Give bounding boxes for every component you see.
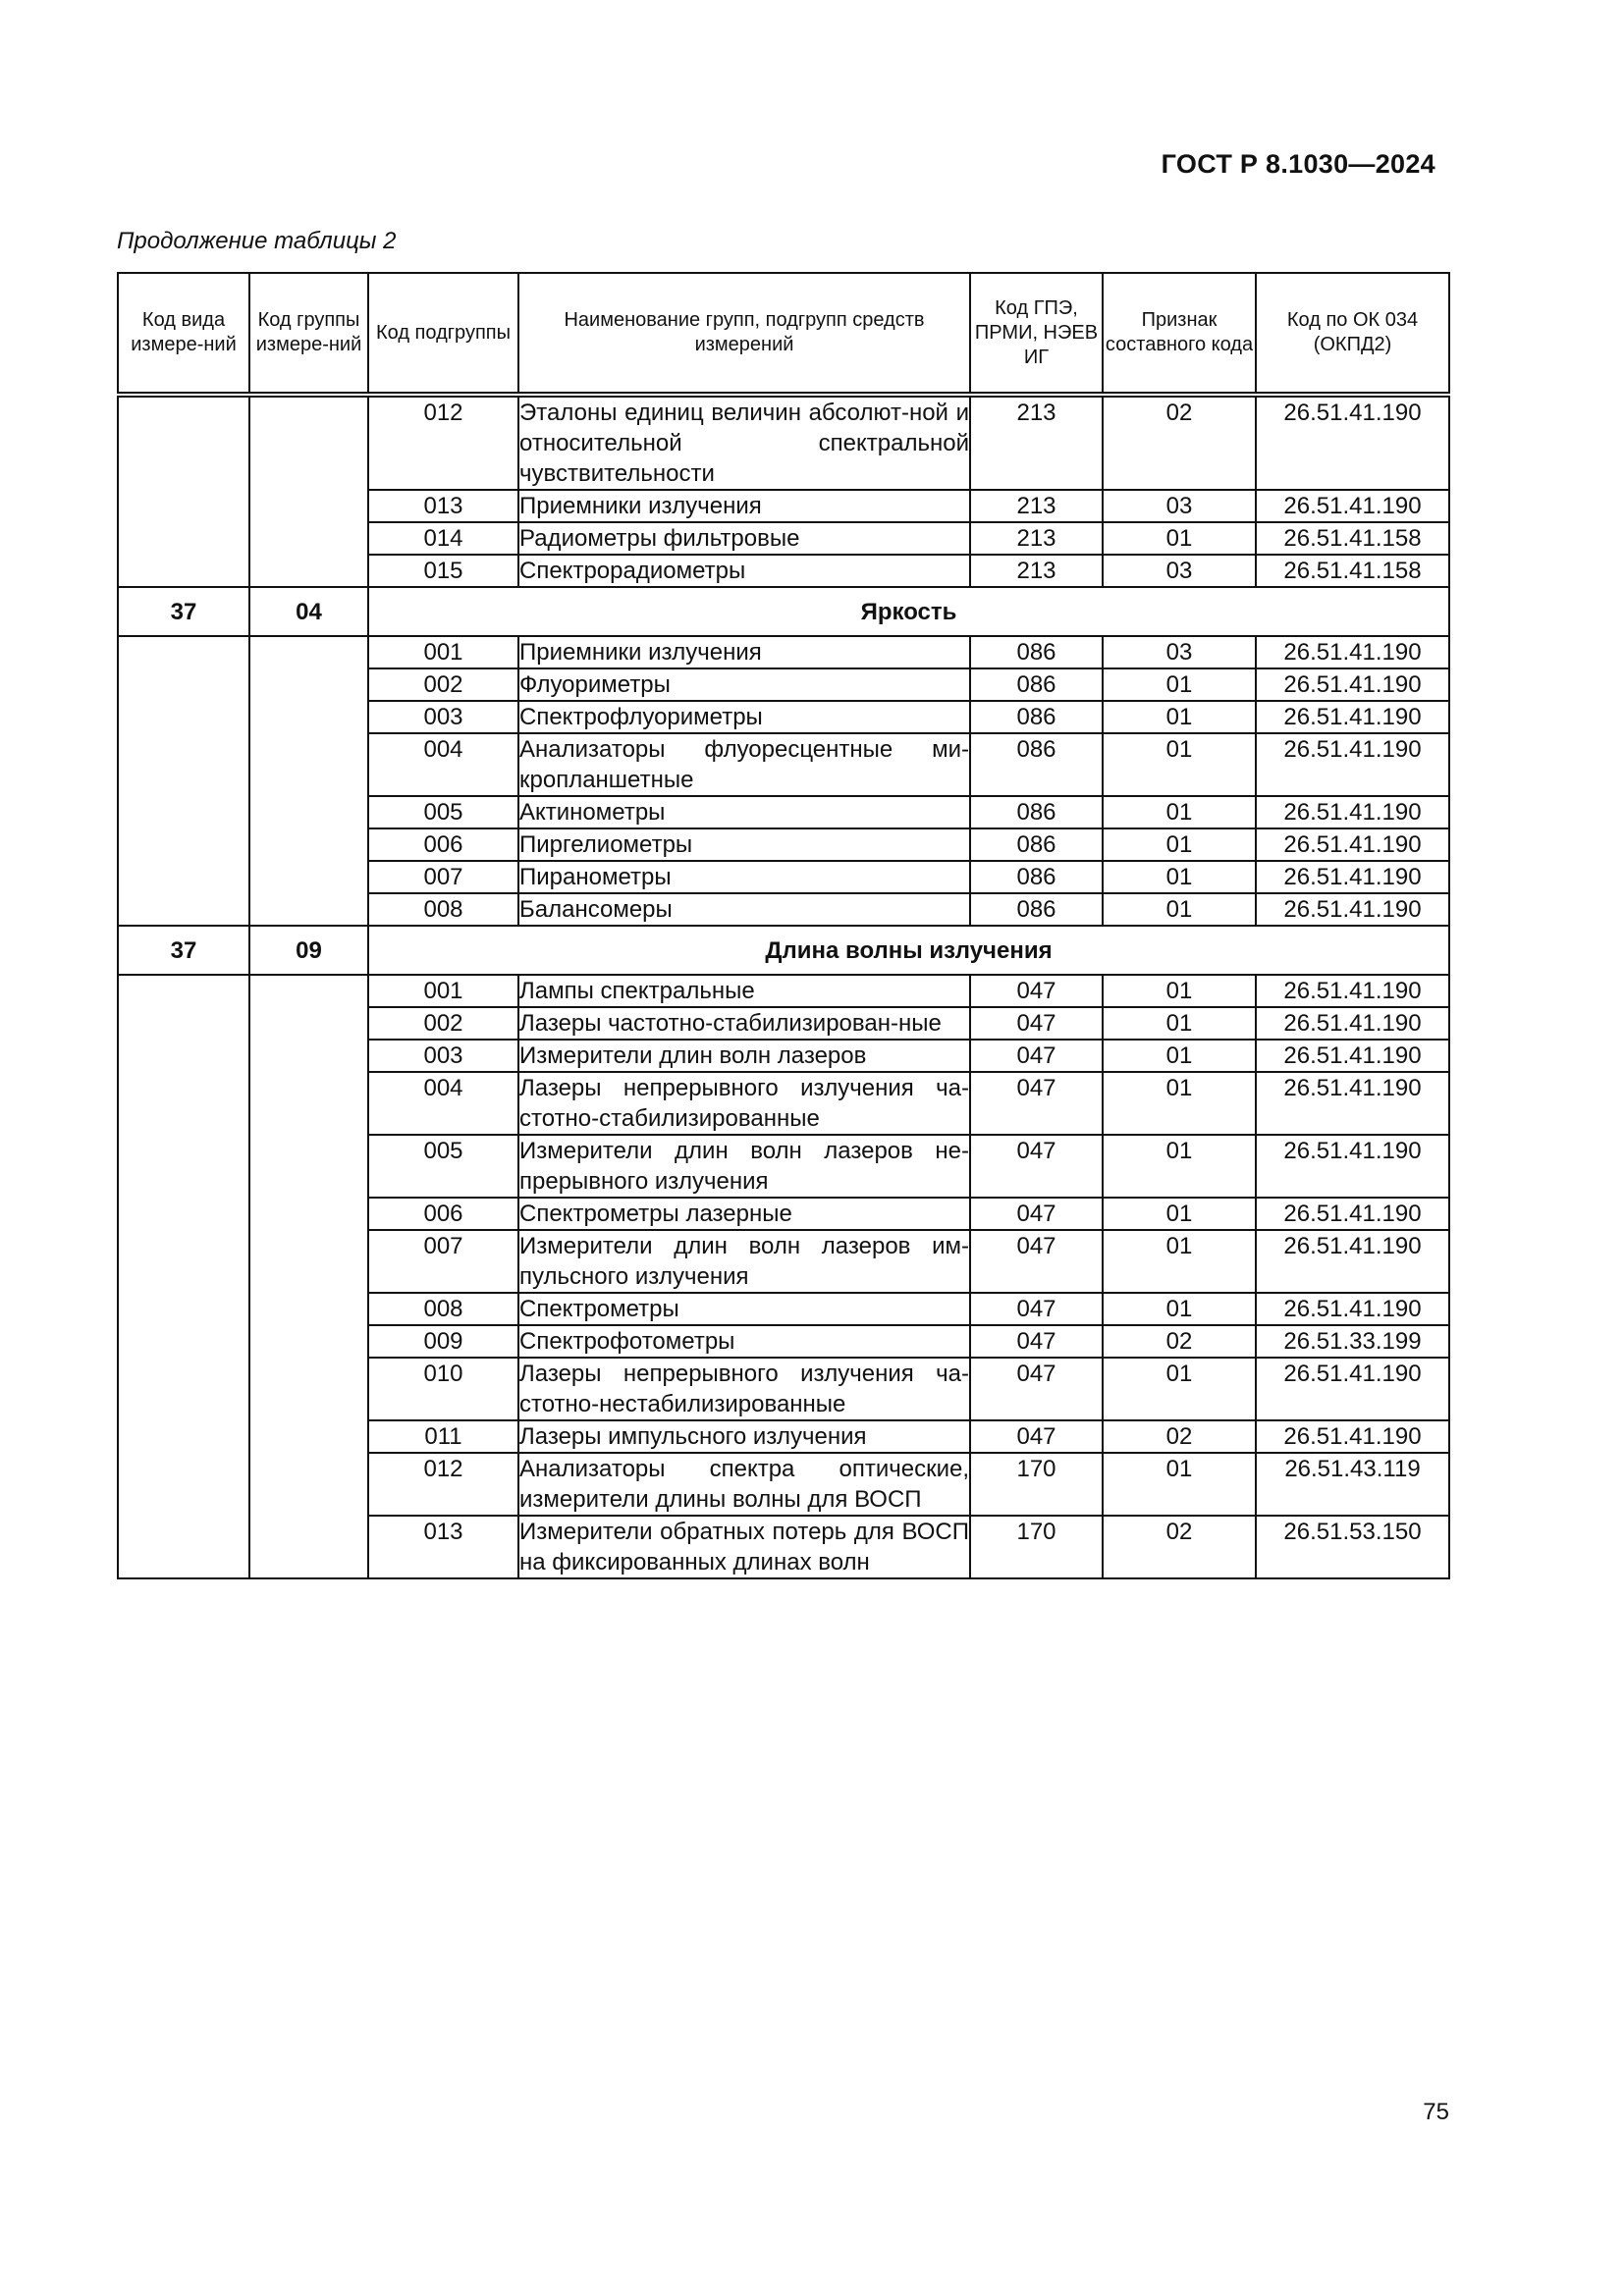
col-header-subgroup: Код подгруппы: [368, 273, 518, 395]
subgroup-code: 003: [368, 701, 518, 733]
composite-sign: 02: [1103, 1516, 1256, 1578]
okpd2-code: 26.51.41.190: [1256, 1072, 1449, 1135]
composite-sign: 01: [1103, 1040, 1256, 1072]
subgroup-code: 006: [368, 1198, 518, 1230]
empty-vid-cell: [118, 636, 249, 926]
gpe-code: 047: [970, 1040, 1103, 1072]
section-title: Яркость: [368, 587, 1449, 636]
gpe-code: 047: [970, 1072, 1103, 1135]
composite-sign: 01: [1103, 1072, 1256, 1135]
instrument-name: Лазеры непрерывного излучения ча-стотно-нестабилизированные: [518, 1358, 970, 1420]
composite-sign: 01: [1103, 796, 1256, 828]
subgroup-code: 001: [368, 975, 518, 1007]
gpe-code: 047: [970, 1420, 1103, 1453]
section-title: Длина волны излучения: [368, 926, 1449, 975]
subgroup-code: 007: [368, 861, 518, 893]
subgroup-code: 013: [368, 1516, 518, 1578]
gpe-code: 170: [970, 1453, 1103, 1516]
okpd2-code: 26.51.41.190: [1256, 490, 1449, 522]
gpe-code: 086: [970, 668, 1103, 701]
composite-sign: 01: [1103, 668, 1256, 701]
instrument-name: Измерители длин волн лазеров им-пульсного излучения: [518, 1230, 970, 1293]
table-row: [118, 975, 1449, 1007]
composite-sign: 01: [1103, 1453, 1256, 1516]
instrument-name: Приемники излучения: [518, 490, 970, 522]
gpe-code: 213: [970, 522, 1103, 555]
okpd2-code: 26.51.41.190: [1256, 1358, 1449, 1420]
okpd2-code: 26.51.41.190: [1256, 828, 1449, 861]
gpe-code: 086: [970, 861, 1103, 893]
instrument-name: Спектрорадиометры: [518, 555, 970, 587]
instrument-name: Радиометры фильтровые: [518, 522, 970, 555]
subgroup-code: 012: [368, 1453, 518, 1516]
gpe-code: 213: [970, 555, 1103, 587]
okpd2-code: 26.51.41.158: [1256, 522, 1449, 555]
subgroup-code: 011: [368, 1420, 518, 1453]
composite-sign: 01: [1103, 828, 1256, 861]
section-row: [118, 587, 1449, 636]
section-group: 04: [249, 587, 368, 636]
okpd2-code: 26.51.41.190: [1256, 1293, 1449, 1325]
empty-group-cell: [249, 975, 368, 1578]
okpd2-code: 26.51.41.190: [1256, 1007, 1449, 1040]
okpd2-code: 26.51.41.190: [1256, 975, 1449, 1007]
col-header-gpe: Код ГПЭ, ПРМИ, НЭЕВ ИГ: [970, 273, 1103, 395]
okpd2-code: 26.51.41.190: [1256, 636, 1449, 668]
composite-sign: 01: [1103, 1230, 1256, 1293]
okpd2-code: 26.51.41.190: [1256, 1420, 1449, 1453]
instrument-name: Спектрометры: [518, 1293, 970, 1325]
instrument-name: Измерители длин волн лазеров: [518, 1040, 970, 1072]
subgroup-code: 002: [368, 1007, 518, 1040]
subgroup-code: 005: [368, 796, 518, 828]
col-header-vid: Код вида измере-ний: [118, 273, 249, 395]
subgroup-code: 010: [368, 1358, 518, 1420]
okpd2-code: 26.51.41.190: [1256, 668, 1449, 701]
instrument-name: Спектрометры лазерные: [518, 1198, 970, 1230]
okpd2-code: 26.51.41.190: [1256, 1230, 1449, 1293]
col-header-sign: Признак составного кода: [1103, 273, 1256, 395]
composite-sign: 01: [1103, 1135, 1256, 1198]
composite-sign: 01: [1103, 1198, 1256, 1230]
classification-table: [117, 272, 1450, 1579]
gpe-code: 047: [970, 975, 1103, 1007]
gpe-code: 086: [970, 701, 1103, 733]
subgroup-code: 002: [368, 668, 518, 701]
gpe-code: 047: [970, 1198, 1103, 1230]
composite-sign: 02: [1103, 395, 1256, 490]
okpd2-code: 26.51.41.190: [1256, 733, 1449, 796]
subgroup-code: 015: [368, 555, 518, 587]
composite-sign: 02: [1103, 1420, 1256, 1453]
gpe-code: 047: [970, 1358, 1103, 1420]
subgroup-code: 004: [368, 733, 518, 796]
gpe-code: 086: [970, 796, 1103, 828]
gpe-code: 047: [970, 1293, 1103, 1325]
gpe-code: 047: [970, 1230, 1103, 1293]
instrument-name: Анализаторы флуоресцентные ми-кропланшетные: [518, 733, 970, 796]
okpd2-code: 26.51.41.190: [1256, 796, 1449, 828]
section-vid: 37: [118, 926, 249, 975]
instrument-name: Спектрофлуориметры: [518, 701, 970, 733]
instrument-name: Приемники излучения: [518, 636, 970, 668]
empty-vid-cell: [118, 975, 249, 1578]
composite-sign: 01: [1103, 975, 1256, 1007]
gpe-code: 047: [970, 1007, 1103, 1040]
okpd2-code: 26.51.41.158: [1256, 555, 1449, 587]
composite-sign: 01: [1103, 861, 1256, 893]
table-row: [118, 636, 1449, 668]
composite-sign: 01: [1103, 522, 1256, 555]
composite-sign: 01: [1103, 1358, 1256, 1420]
composite-sign: 01: [1103, 1293, 1256, 1325]
subgroup-code: 008: [368, 893, 518, 926]
empty-vid-cell: [118, 395, 249, 587]
col-header-group: Код группы измере-ний: [249, 273, 368, 395]
instrument-name: Пиргелиометры: [518, 828, 970, 861]
instrument-name: Измерители обратных потерь для ВОСП на фиксированных длинах волн: [518, 1516, 970, 1578]
okpd2-code: 26.51.33.199: [1256, 1325, 1449, 1358]
instrument-name: Анализаторы спектра оптические, измерители длины волны для ВОСП: [518, 1453, 970, 1516]
okpd2-code: 26.51.41.190: [1256, 395, 1449, 490]
standard-number: ГОСТ Р 8.1030—2024: [1161, 149, 1435, 179]
gpe-code: 086: [970, 893, 1103, 926]
composite-sign: 03: [1103, 636, 1256, 668]
composite-sign: 01: [1103, 1007, 1256, 1040]
composite-sign: 01: [1103, 733, 1256, 796]
subgroup-code: 008: [368, 1293, 518, 1325]
okpd2-code: 26.51.41.190: [1256, 1135, 1449, 1198]
subgroup-code: 009: [368, 1325, 518, 1358]
instrument-name: Лазеры частотно-стабилизирован-ные: [518, 1007, 970, 1040]
gpe-code: 086: [970, 636, 1103, 668]
okpd2-code: 26.51.41.190: [1256, 893, 1449, 926]
subgroup-code: 013: [368, 490, 518, 522]
table-continuation-caption: Продолжение таблицы 2: [117, 228, 397, 254]
instrument-name: Флуориметры: [518, 668, 970, 701]
composite-sign: 03: [1103, 490, 1256, 522]
instrument-name: Спектрофотометры: [518, 1325, 970, 1358]
instrument-name: Лазеры импульсного излучения: [518, 1420, 970, 1453]
col-header-okpd: Код по ОК 034 (ОКПД2): [1256, 273, 1449, 395]
subgroup-code: 004: [368, 1072, 518, 1135]
composite-sign: 03: [1103, 555, 1256, 587]
okpd2-code: 26.51.53.150: [1256, 1516, 1449, 1578]
gpe-code: 086: [970, 828, 1103, 861]
gpe-code: 170: [970, 1516, 1103, 1578]
instrument-name: Эталоны единиц величин абсолют-ной и относительной спектральной чувствительности: [518, 395, 970, 490]
instrument-name: Балансомеры: [518, 893, 970, 926]
okpd2-code: 26.51.41.190: [1256, 861, 1449, 893]
table-body: [118, 395, 1449, 1578]
section-row: [118, 926, 1449, 975]
gpe-code: 047: [970, 1135, 1103, 1198]
subgroup-code: 006: [368, 828, 518, 861]
okpd2-code: 26.51.41.190: [1256, 1040, 1449, 1072]
instrument-name: Измерители длин волн лазеров не-прерывного излучения: [518, 1135, 970, 1198]
gpe-code: 213: [970, 490, 1103, 522]
composite-sign: 02: [1103, 1325, 1256, 1358]
instrument-name: Пиранометры: [518, 861, 970, 893]
subgroup-code: 003: [368, 1040, 518, 1072]
table-row: [118, 395, 1449, 490]
composite-sign: 01: [1103, 701, 1256, 733]
empty-group-cell: [249, 395, 368, 587]
subgroup-code: 014: [368, 522, 518, 555]
gpe-code: 047: [970, 1325, 1103, 1358]
subgroup-code: 001: [368, 636, 518, 668]
subgroup-code: 012: [368, 395, 518, 490]
okpd2-code: 26.51.43.119: [1256, 1453, 1449, 1516]
page-number: 75: [1423, 2099, 1449, 2125]
okpd2-code: 26.51.41.190: [1256, 701, 1449, 733]
section-group: 09: [249, 926, 368, 975]
section-vid: 37: [118, 587, 249, 636]
subgroup-code: 007: [368, 1230, 518, 1293]
instrument-name: Лазеры непрерывного излучения ча-стотно-стабилизированные: [518, 1072, 970, 1135]
gpe-code: 086: [970, 733, 1103, 796]
subgroup-code: 005: [368, 1135, 518, 1198]
table-header-row: [118, 273, 1449, 395]
composite-sign: 01: [1103, 893, 1256, 926]
col-header-name: Наименование групп, подгрупп средств измерений: [518, 273, 970, 395]
okpd2-code: 26.51.41.190: [1256, 1198, 1449, 1230]
gpe-code: 213: [970, 395, 1103, 490]
instrument-name: Лампы спектральные: [518, 975, 970, 1007]
empty-group-cell: [249, 636, 368, 926]
instrument-name: Актинометры: [518, 796, 970, 828]
